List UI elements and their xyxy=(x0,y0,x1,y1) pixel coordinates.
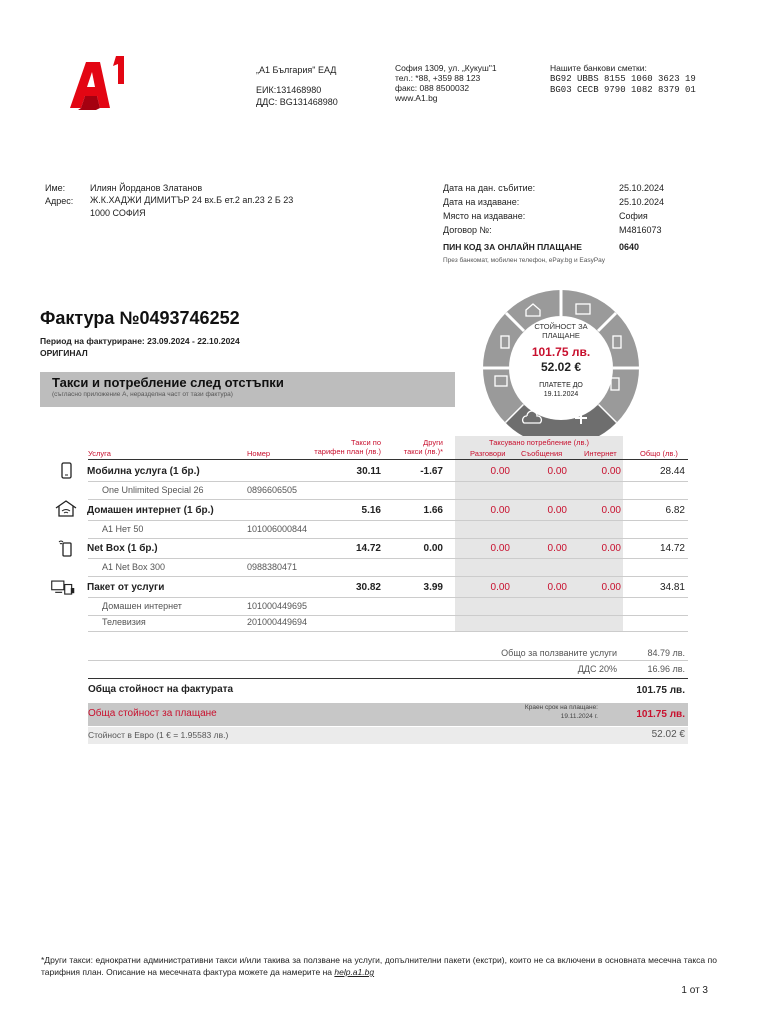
internet-value: 0.00 xyxy=(601,582,621,593)
plan-fee: 14.72 xyxy=(355,543,381,554)
row-divider xyxy=(88,597,688,598)
banner-subtitle: (съгласно приложение А, неразделна част от тази фактура) xyxy=(52,391,233,398)
phone-line: тел.: *88, +359 88 123 xyxy=(395,73,481,83)
detail-label: Дата на дан. събитие: xyxy=(443,183,536,193)
service-name: Net Box (1 бр.) xyxy=(87,543,158,554)
vat-value: 16.96 лв. xyxy=(647,664,685,674)
company-name: „А1 България" ЕАД xyxy=(256,65,337,75)
row-total: 14.72 xyxy=(659,543,685,554)
customer-address-2: 1000 СОФИЯ xyxy=(90,208,146,218)
sub-service-number: 101006000844 xyxy=(247,524,308,534)
customer-addr-label: Адрес: xyxy=(45,196,74,206)
other-fee: 0.00 xyxy=(423,543,443,554)
detail-value: София xyxy=(619,211,648,221)
col-service: Услуга xyxy=(88,449,111,458)
col-plan-line: тарифен план (лв.) xyxy=(314,447,381,456)
vat-label: ДДС 20% xyxy=(577,664,617,674)
detail-value: 25.10.2024 xyxy=(619,183,665,193)
row-total: 28.44 xyxy=(659,466,685,477)
plan-fee: 30.11 xyxy=(356,466,381,477)
col-number: Номер xyxy=(247,449,271,458)
company-vat: ДДС: BG131468980 xyxy=(256,97,338,107)
pay-by-date: 19.11.2024 xyxy=(543,391,579,398)
other-fee: 3.99 xyxy=(423,582,443,593)
sub-service-name: Телевизия xyxy=(102,617,146,627)
row-divider xyxy=(88,558,688,559)
deadline xyxy=(480,703,598,721)
customer-address-1: Ж.К.ХАДЖИ ДИМИТЪР 24 вх.Б ет.2 ап.23 2 Б 23 xyxy=(90,195,294,205)
detail-value: 25.10.2024 xyxy=(619,197,665,207)
calls-value: 0.00 xyxy=(490,582,510,593)
bank-title: Нашите банкови сметки: xyxy=(550,63,647,73)
wheel-amount: 101.75 лв. xyxy=(531,345,591,359)
sub-service-name: A1 Нет 50 xyxy=(102,524,144,534)
deadline-value: 19.11.2024 г. xyxy=(560,713,598,720)
wheel-pay-by xyxy=(481,381,641,399)
internet-value: 0.00 xyxy=(601,505,621,516)
footer-note-text: *Други такси: еднократни административни такси и/или такива за ползване на услуги, допълнителни пакети (екстри), които не са включени в основната месечна такса по тарифния план. Описание на месечната фактура можете да намерите на xyxy=(41,955,717,977)
row-divider xyxy=(88,631,688,632)
col-other-line: Други xyxy=(423,438,443,447)
sub-service-number: 0988380471 xyxy=(247,562,298,572)
sub-service-number: 101000449695 xyxy=(247,601,308,611)
row-divider xyxy=(88,499,688,500)
row-divider xyxy=(88,615,688,616)
company-block xyxy=(256,64,338,108)
invoice-title: Фактура №0493746252 xyxy=(40,308,240,328)
company-eik: ЕИК:131468980 xyxy=(256,85,322,95)
euro-label: Стойност в Евро (1 € = 1.95583 лв.) xyxy=(88,730,229,740)
services-total-value: 84.79 лв. xyxy=(647,648,685,658)
pay-total-label: Обща стойност за плащане xyxy=(88,708,217,719)
col-taxed: Таксувано потребление (лв.) xyxy=(488,438,590,447)
invoice-total-value: 101.75 лв. xyxy=(636,685,685,696)
sub-service-name: One Unlimited Special 26 xyxy=(102,485,204,495)
col-plan-line: Такси по xyxy=(350,438,381,447)
row-total: 34.81 xyxy=(659,582,685,593)
detail-label: Дата на издаване: xyxy=(443,197,520,207)
col-other xyxy=(392,438,443,456)
calls-value: 0.00 xyxy=(490,543,510,554)
messages-value: 0.00 xyxy=(547,505,567,516)
messages-value: 0.00 xyxy=(547,466,567,477)
bank-account-2: BG03 CECB 9790 1082 8379 01 xyxy=(550,85,696,95)
wheel-euro: 52.02 € xyxy=(540,360,582,374)
calls-value: 0.00 xyxy=(490,466,510,477)
service-name: Домашен интернет (1 бр.) xyxy=(87,505,214,516)
row-divider xyxy=(88,520,688,521)
header-rule xyxy=(88,459,688,460)
row-divider xyxy=(88,576,688,577)
calls-value: 0.00 xyxy=(490,505,510,516)
internet-value: 0.00 xyxy=(601,543,621,554)
row-divider xyxy=(88,538,688,539)
sub-service-number: 0896606505 xyxy=(247,485,298,495)
col-messages: Съобщения xyxy=(521,449,563,458)
web-line: www.A1.bg xyxy=(395,93,438,103)
col-plan xyxy=(306,438,381,456)
bank-account-1: BG92 UBBS 8155 1060 3623 19 xyxy=(550,74,696,84)
wheel-label-line: СТОЙНОСТ ЗА xyxy=(534,322,588,331)
euro-value: 52.02 € xyxy=(651,729,685,740)
col-total: Общо (лв.) xyxy=(640,449,678,458)
sub-service-name: A1 Net Box 300 xyxy=(102,562,166,572)
detail-label: Договор №: xyxy=(443,225,492,235)
customer-name-label: Име: xyxy=(45,183,66,193)
a1-logo xyxy=(66,54,130,112)
customer-name: Илиян Йорданов Златанов xyxy=(90,183,203,193)
detail-value: M4816073 xyxy=(619,225,662,235)
pay-by-label: ПЛАТЕТЕ ДО xyxy=(539,382,583,389)
netbox-icon xyxy=(53,538,79,560)
pin-label: ПИН КОД ЗА ОНЛАЙН ПЛАЩАНЕ xyxy=(443,242,582,252)
address-line: София 1309, ул. „Кукуш"1 xyxy=(395,63,497,73)
row-total: 6.82 xyxy=(665,505,685,516)
home-internet-icon xyxy=(53,498,79,520)
messages-value: 0.00 xyxy=(547,582,567,593)
service-name: Мобилна услуга (1 бр.) xyxy=(87,466,200,477)
help-link[interactable]: help.a1.bg xyxy=(334,967,375,977)
divider xyxy=(88,660,688,661)
bundle-icon xyxy=(50,577,76,599)
footer-note xyxy=(41,954,717,978)
col-calls: Разговори xyxy=(470,449,506,458)
sub-service-number: 201000449694 xyxy=(247,617,308,627)
internet-value: 0.00 xyxy=(601,466,621,477)
fax-line: факс: 088 8500032 xyxy=(395,83,470,93)
billing-period: Период на фактуриране: 23.09.2024 - 22.10.2024 xyxy=(40,336,240,346)
pay-total-value: 101.75 лв. xyxy=(636,709,685,720)
plan-fee: 30.82 xyxy=(355,582,381,593)
service-name: Пакет от услуги xyxy=(87,582,165,593)
deadline-label: Краен срок на плащане: xyxy=(524,704,598,711)
pin-value: 0640 xyxy=(619,242,640,252)
banner-title: Такси и потребление след отстъпки xyxy=(52,375,284,390)
mobile-phone-icon xyxy=(53,461,79,483)
detail-label: Място на издаване: xyxy=(443,211,526,221)
row-divider xyxy=(88,481,688,482)
company-address xyxy=(395,63,497,103)
bank-accounts xyxy=(550,63,696,96)
col-internet: Интернет xyxy=(584,449,617,458)
wheel-label xyxy=(481,322,641,340)
col-other-line: такси (лв.)* xyxy=(403,447,443,456)
sub-service-name: Домашен интернет xyxy=(102,601,182,611)
services-total-label: Общо за ползваните услуги xyxy=(501,648,617,658)
section-banner xyxy=(40,372,455,407)
pin-note: През банкомат, мобилен телефон, ePay.bg и EasyPay xyxy=(443,257,606,264)
other-fee: -1.67 xyxy=(420,466,443,477)
messages-value: 0.00 xyxy=(547,543,567,554)
other-fee: 1.66 xyxy=(423,505,443,516)
invoice-total-label: Обща стойност на фактурата xyxy=(88,684,234,695)
page-number: 1 от 3 xyxy=(681,985,708,996)
wheel-label-line: ПЛАЩАНЕ xyxy=(542,331,580,340)
plan-fee: 5.16 xyxy=(361,505,381,516)
original-mark: ОРИГИНАЛ xyxy=(40,348,88,358)
divider xyxy=(88,678,688,679)
